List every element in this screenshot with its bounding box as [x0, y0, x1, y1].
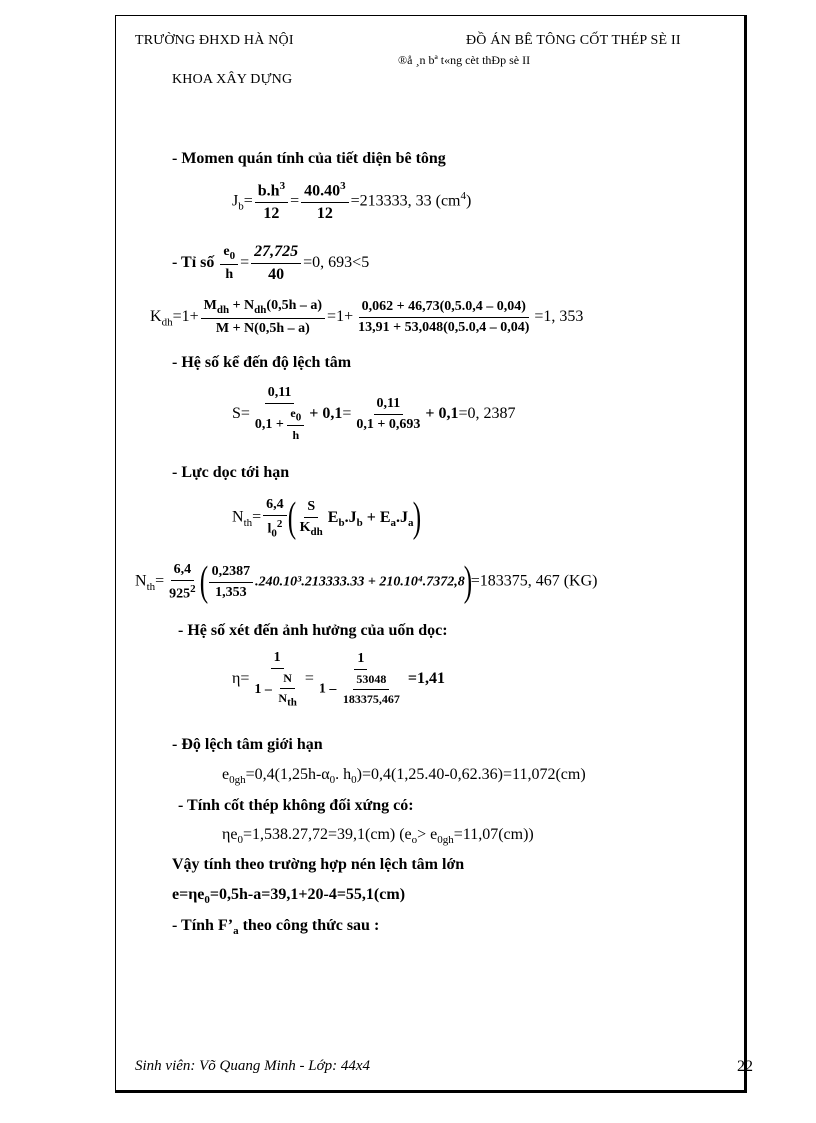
vay-line: Vậy tính theo trường hợp nén lệch tâm lớn — [172, 856, 465, 873]
nth-formula: $N_{th}=$ $\frac{6,4}{l_0^2}$ ( $\frac{S}{K_{dh}}$ $E_b.J_b + E_a.J_a$) — [232, 495, 421, 541]
nth-calculation: $N_{th}=$ $\frac{6,4}{925^2}$ ( $\frac{0,2387}{1,353}$ .240.10³.213333.33 + 210.10⁴.7372,8)=183375, 467 (KG) — [135, 559, 598, 605]
he-so-ke-heading: - Hệ số kể đến độ lệch tâm — [172, 354, 352, 371]
footer-student: Sinh viên: Võ Quang Minh - Lớp: 44x4 — [135, 1058, 371, 1074]
eta-equation: η= 1 1 – $\frac{N}{N_{th}}$ = 1 1 – $\frac{53048}{183375,467}$ =1,41 — [232, 650, 445, 709]
e0gh-equation: $e_{0gh}=0,4(1,25h-\alpha_0$. $h_0)=0,4(1,25.40-0,62.36)=11,072(cm)$ — [222, 766, 586, 787]
page-number: 22 — [737, 1058, 753, 1075]
s-equation: S= 0,11 0,1 + $\frac{e_0}{h}$ + 0,1= $\frac{0,11}{0,1 + 0,693}$ + 0,1=0, 2387 — [232, 385, 516, 443]
faculty-name: KHOA XÂY DỰNG — [172, 72, 293, 87]
cot-thep-heading: - Tính cốt thép không đối xứng có: — [178, 797, 414, 814]
fa-line: - Tính $F’_a$ theo công thức sau : — [172, 917, 380, 938]
eta-e0-equation: $\eta e_0=1,538.27,72=39,1(cm)$ $(e_o> e_{0gh}=11,07(cm))$ — [222, 826, 534, 847]
uon-doc-heading: - Hệ số xét đến ảnh hưởng của uốn dọc: — [178, 622, 448, 639]
ti-so-equation: - Tỉ số $\frac{e_0}{h}$ = $\frac{27,725}{40}$ =0, 693<5 — [172, 243, 370, 283]
jb-equation: $J_b=$ $\frac{b.h^3}{12}$ = $\frac{40.40^3}{12}$ =213333, 33 $(cm^4)$ — [232, 180, 472, 223]
e-equation: $e=\eta e_0=0,5h-a=39,1+20-4=55,1(cm)$ — [172, 886, 406, 907]
momen-heading: - Momen quán tính của tiết diện bê tông — [172, 150, 446, 167]
do-lech-heading: - Độ lệch tâm giới hạn — [172, 736, 323, 753]
school-name: TRƯỜNG ĐHXD HÀ NỘI — [135, 33, 294, 48]
kdh-equation: $K_{dh}=1+$ $\frac{M_{dh} + N_{dh}(0,5h - a)}{M + N(0,5h - a)}$ =1+ $\frac{0,062 + 46,73(0,5.0,4 - 0,04)}{13,91 + 53,048(0,5.0,4 - 0,04)}$ =1, 353 — [150, 298, 584, 336]
project-title-legacy-encoding: ®å ¸n bª t«ng cèt thÐp sè II — [398, 53, 531, 67]
project-title: ĐỒ ÁN BÊ TÔNG CỐT THÉP SÈ II — [466, 33, 681, 48]
luc-doc-heading: - Lực dọc tới hạn — [172, 464, 290, 481]
